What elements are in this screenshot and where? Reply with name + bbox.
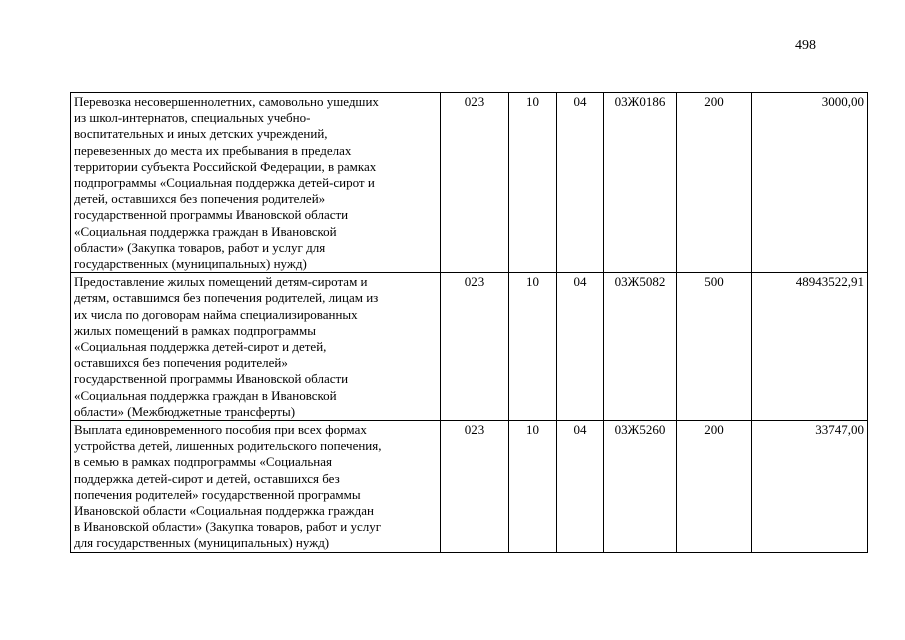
description-line: государственных (муниципальных) нужд) [74,256,307,272]
amount-value: 33747,00 [752,421,868,553]
section-code: 10 [509,273,557,421]
target-article-code: 03Ж5260 [604,421,677,553]
description-line: Ивановской области «Социальная поддержка граждан [74,503,374,519]
description-line: из школ-интернатов, специальных учебно- [74,110,311,126]
amount-value: 3000,00 [752,93,868,273]
section-code: 10 [509,421,557,553]
description-text [74,274,436,420]
table-row [71,93,868,273]
description-line: оставшихся без попечения родителей» [74,355,288,371]
description-line: детям, оставшимся без попечения родителей, лицам из [74,290,379,306]
description-line: жилых помещений в рамках подпрограммы [74,322,316,338]
description-line: области» (Закупка товаров, работ и услуг для [74,239,326,255]
description-line: государственной программы Ивановской области [74,371,349,387]
section-code: 10 [509,93,557,273]
description-line: подпрограммы «Социальная поддержка детей-сирот и [74,175,375,191]
description-line: их числа по договорам найма специализированных [74,306,358,322]
description-line: «Социальная поддержка граждан в Ивановской [74,387,337,403]
description-line: области» (Межбюджетные трансферты) [74,403,296,419]
description-line: попечения родителей» государственной программы [74,486,361,502]
row-description [71,273,441,421]
description-line: воспитательных и иных детских учреждений, [74,126,328,142]
description-line: территории субъекта Российской Федерации, в рамках [74,158,377,174]
description-line: в семью в рамках подпрограммы «Социальная [74,454,333,470]
budget-table-body [71,93,868,553]
description-line: устройства детей, лишенных родительского попечения, [74,438,382,454]
target-article-code: 03Ж0186 [604,93,677,273]
description-line: поддержка детей-сирот и детей, оставшихся без [74,470,340,486]
description-line: для государственных (муниципальных) нужд) [74,535,330,551]
description-line: перевезенных до места их пребывания в пределах [74,142,352,158]
description-line: государственной программы Ивановской области [74,207,349,223]
description-line: детей, оставшихся без попечения родителей» [74,191,326,207]
description-line: «Социальная поддержка граждан в Ивановской [74,223,337,239]
description-line: Выплата единовременного пособия при всех формах [74,422,367,438]
description-line: Перевозка несовершеннолетних, самовольно ушедших [74,94,379,109]
table-row [71,273,868,421]
amount-value: 48943522,91 [752,273,868,421]
budget-table [70,92,868,553]
ministry-code: 023 [441,93,509,273]
target-article-code: 03Ж5082 [604,273,677,421]
expense-type-code: 200 [677,421,752,553]
description-line: в Ивановской области» (Закупка товаров, работ и услуг [74,519,382,535]
table-row [71,421,868,553]
subsection-code: 04 [557,273,604,421]
subsection-code: 04 [557,421,604,553]
description-text [74,94,436,272]
row-description [71,421,441,553]
description-text [74,422,436,552]
expense-type-code: 500 [677,273,752,421]
description-line: «Социальная поддержка детей-сирот и детей, [74,339,327,355]
page-number: 498 [795,38,816,53]
ministry-code: 023 [441,421,509,553]
subsection-code: 04 [557,93,604,273]
row-description [71,93,441,273]
description-line: Предоставление жилых помещений детям-сиротам и [74,274,368,290]
ministry-code: 023 [441,273,509,421]
expense-type-code: 200 [677,93,752,273]
